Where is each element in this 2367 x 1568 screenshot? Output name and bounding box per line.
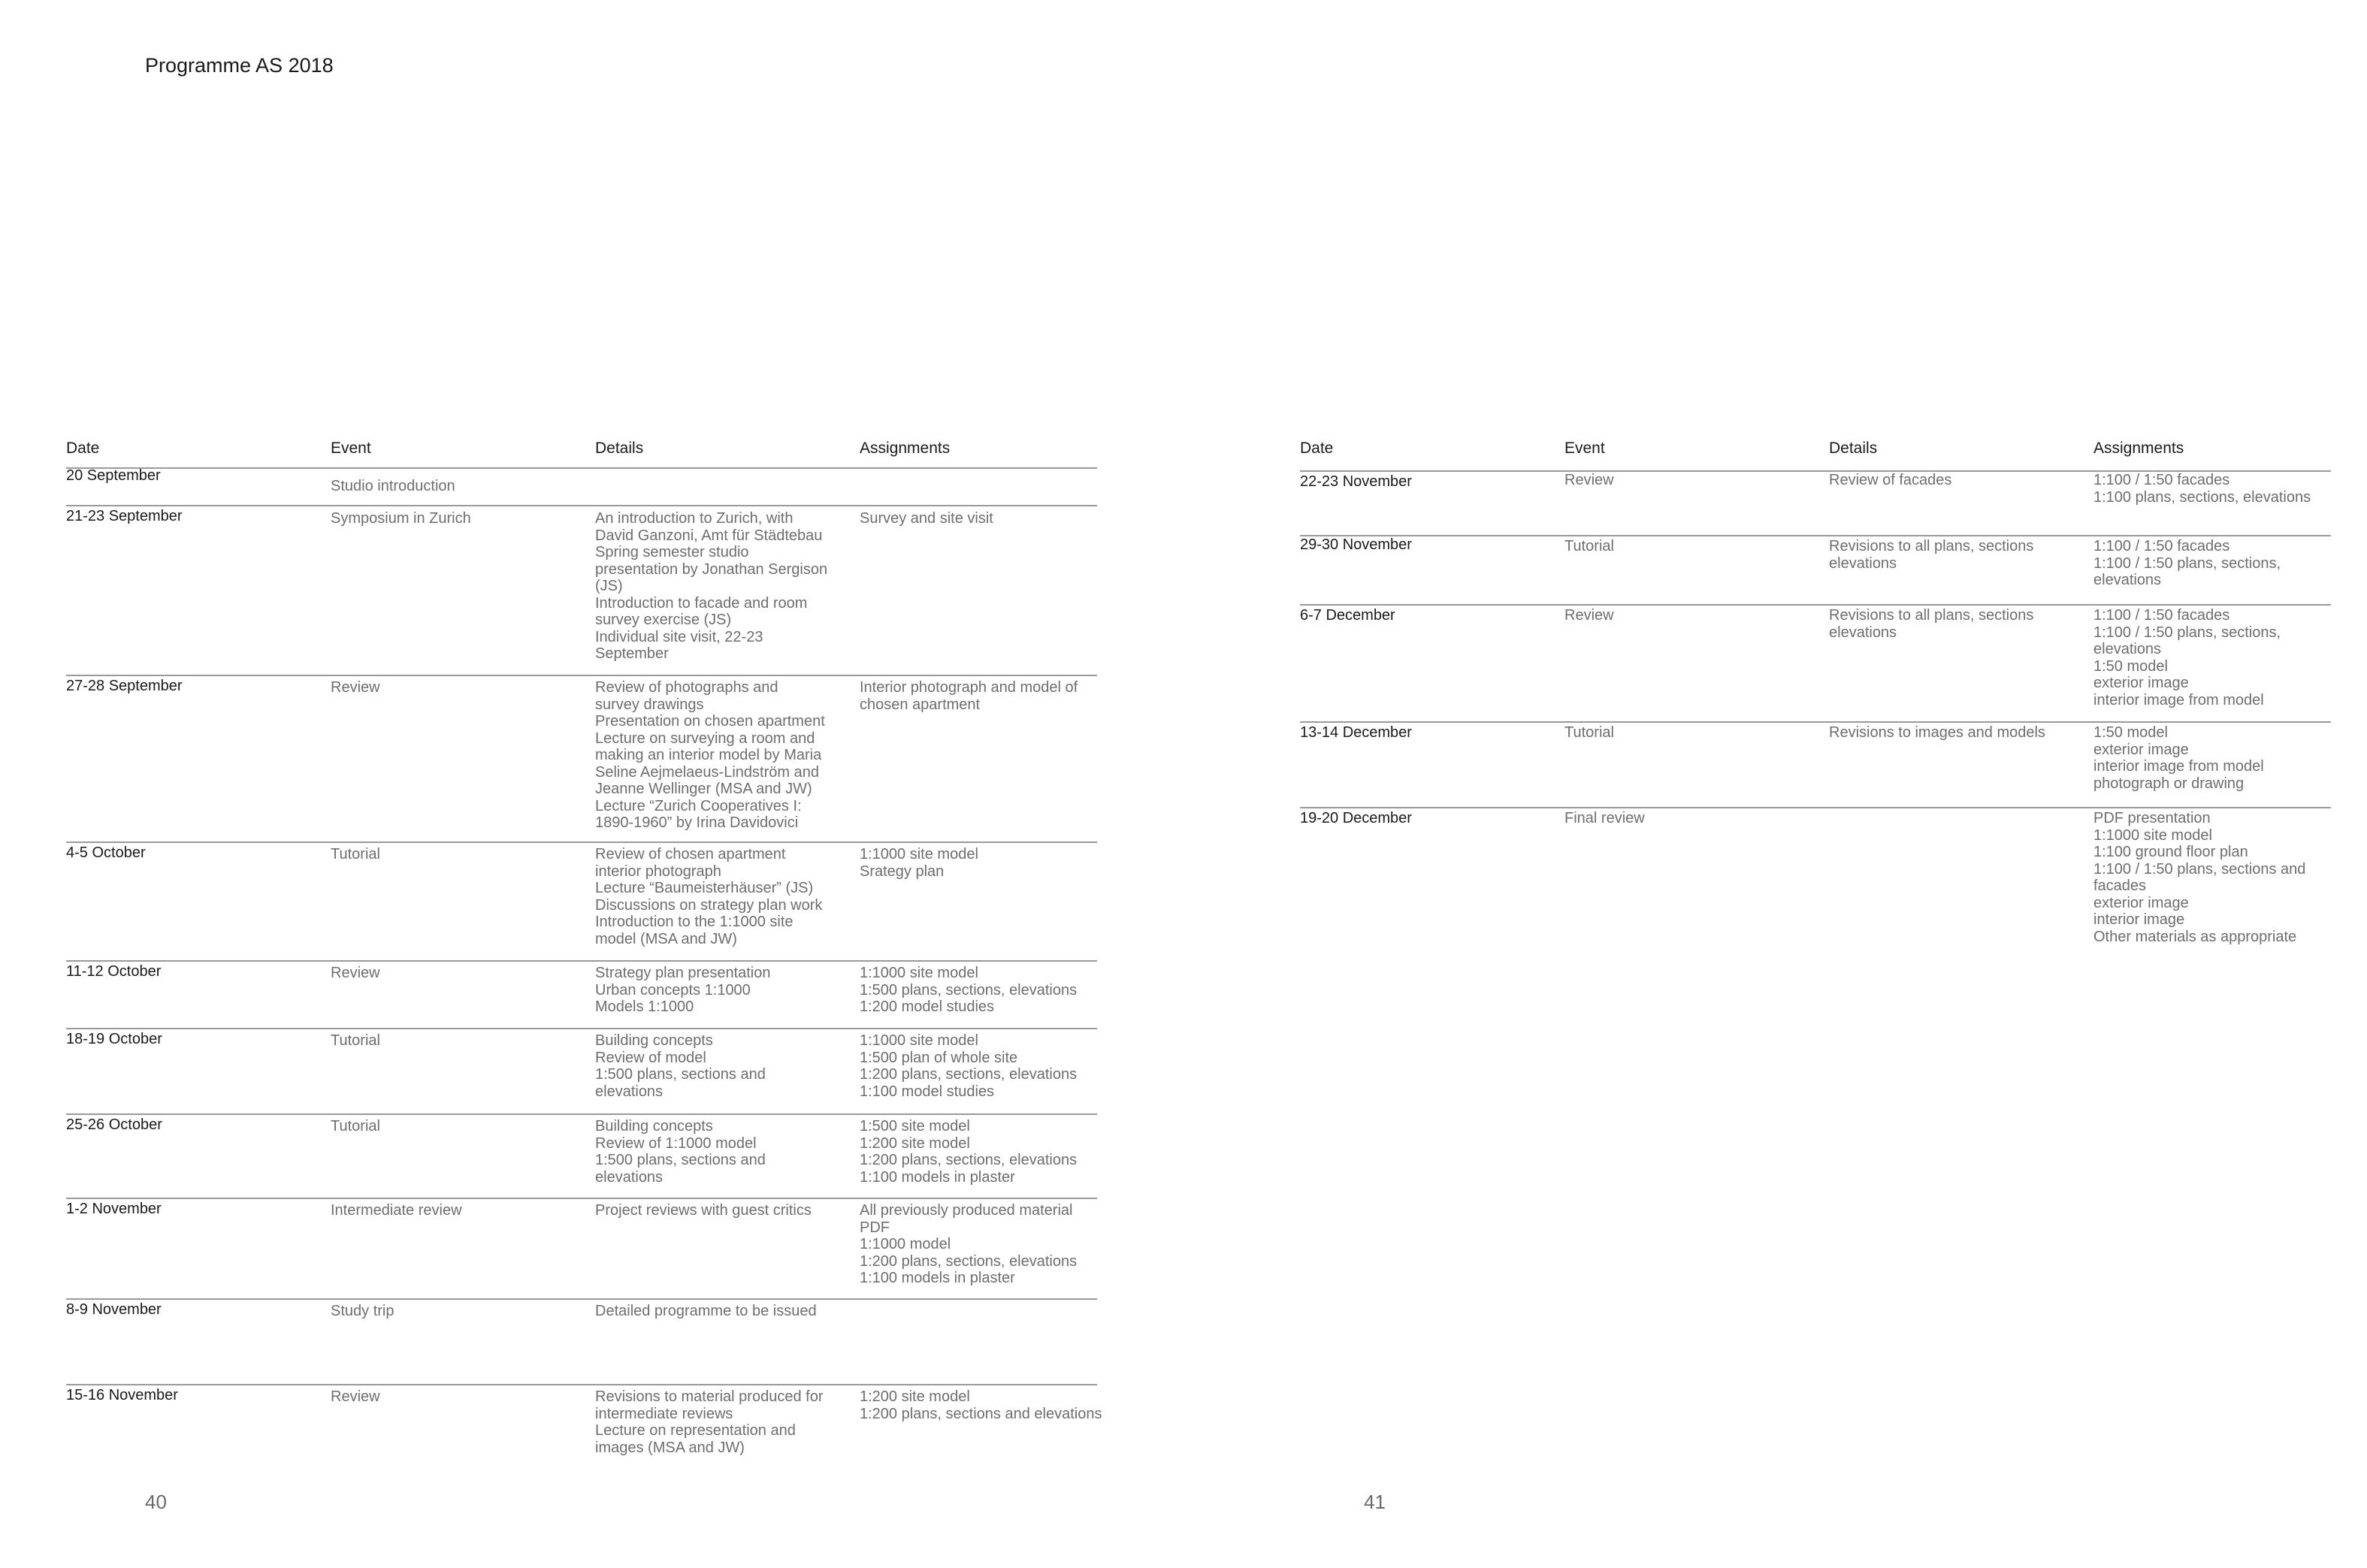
row-assignments: 1:1000 site model Srategy plan bbox=[860, 846, 978, 880]
table-row bbox=[66, 1298, 1097, 1384]
row-assignments: All previously produced material PDF 1:1000 model 1:200 plans, sections, elevations 1:100 models in plaster bbox=[860, 1202, 1078, 1286]
table-row bbox=[66, 1198, 1097, 1298]
row-assignments: Survey and site visit bbox=[860, 510, 993, 527]
row-details: Detailed programme to be issued bbox=[595, 1303, 817, 1319]
row-assignments: 1:50 model exterior image interior image from model photograph or drawing bbox=[2093, 724, 2264, 792]
row-event: Review bbox=[1564, 472, 1614, 488]
table-row bbox=[1300, 535, 2331, 604]
row-event: Tutorial bbox=[331, 1032, 380, 1049]
row-details: Review of photographs and survey drawings Presentation on chosen apartment Lecture on surveying a room and making an interior model by Maria Seline Aejmelaeus-Lindström and Jeanne Wellinger (MSA and JW) Lecture “Zurich Cooperatives I: 1890-1960” by Irina Davidovici bbox=[595, 679, 825, 831]
row-event: Final review bbox=[1564, 810, 1645, 826]
row-event: Tutorial bbox=[1564, 724, 1614, 741]
page-number-right: 41 bbox=[1364, 1491, 1386, 1513]
table-row bbox=[66, 505, 1097, 675]
table-row bbox=[66, 1113, 1097, 1198]
row-date: 25-26 October bbox=[66, 1116, 162, 1133]
table-header bbox=[1300, 440, 2331, 470]
row-assignments: Interior photograph and model of chosen apartment bbox=[860, 679, 1078, 713]
page-title: Programme AS 2018 bbox=[145, 54, 334, 77]
row-date: 15-16 November bbox=[66, 1387, 178, 1403]
row-date: 8-9 November bbox=[66, 1301, 162, 1318]
row-assignments: 1:100 / 1:50 facades 1:100 / 1:50 plans, sections, elevations bbox=[2093, 538, 2281, 588]
row-date: 6-7 December bbox=[1300, 607, 1395, 624]
row-event: Study trip bbox=[331, 1303, 394, 1319]
schedule-table-right bbox=[1300, 440, 2331, 951]
row-date: 11-12 October bbox=[66, 963, 162, 980]
row-details: Revisions to images and models bbox=[1829, 724, 2045, 741]
row-assignments: 1:1000 site model 1:500 plans, sections, elevations 1:200 model studies bbox=[860, 965, 1078, 1015]
row-event: Review bbox=[331, 679, 380, 696]
row-event: Tutorial bbox=[331, 846, 380, 863]
column-header-assignments: Assignments bbox=[2093, 440, 2184, 457]
row-assignments: 1:500 site model 1:200 site model 1:200 plans, sections, elevations 1:100 models in plaster bbox=[860, 1118, 1078, 1186]
column-header-details: Details bbox=[595, 440, 644, 457]
column-header-date: Date bbox=[66, 440, 100, 457]
table-row bbox=[1300, 721, 2331, 807]
table-row bbox=[1300, 470, 2331, 535]
row-date: 4-5 October bbox=[66, 844, 146, 861]
row-event: Tutorial bbox=[1564, 538, 1614, 554]
row-date: 18-19 October bbox=[66, 1031, 162, 1047]
row-date: 21-23 September bbox=[66, 508, 183, 524]
row-event: Intermediate review bbox=[331, 1202, 462, 1219]
row-details: Building concepts Review of model 1:500 plans, sections and elevations bbox=[595, 1032, 766, 1100]
table-row bbox=[1300, 604, 2331, 721]
row-details: Review of facades bbox=[1829, 472, 1952, 488]
row-details: Revisions to all plans, sections elevations bbox=[1829, 538, 2034, 572]
column-header-assignments: Assignments bbox=[860, 440, 951, 457]
row-details: Revisions to material produced for intermediate reviews Lecture on representation and images (MSA and JW) bbox=[595, 1388, 824, 1456]
table-row bbox=[66, 675, 1097, 841]
table-row bbox=[66, 1384, 1102, 1476]
row-details: Strategy plan presentation Urban concepts 1:1000 Models 1:1000 bbox=[595, 965, 771, 1015]
row-event: Review bbox=[331, 1388, 380, 1405]
table-header bbox=[66, 440, 1097, 469]
column-header-event: Event bbox=[331, 440, 371, 457]
row-date: 22-23 November bbox=[1300, 473, 1412, 490]
row-details: Revisions to all plans, sections elevations bbox=[1829, 607, 2034, 641]
schedule-table-left bbox=[66, 440, 1102, 1476]
row-date: 13-14 December bbox=[1300, 724, 1412, 741]
row-details: Review of chosen apartment interior photograph Lecture “Baumeisterhäuser” (JS) Discussions on strategy plan work Introduction to the 1:1000 site model (MSA and JW) bbox=[595, 846, 823, 947]
row-date: 20 September bbox=[66, 467, 161, 484]
table-row bbox=[66, 960, 1097, 1028]
row-event: Tutorial bbox=[331, 1118, 380, 1134]
column-header-details: Details bbox=[1829, 440, 1878, 457]
row-date: 29-30 November bbox=[1300, 536, 1412, 553]
row-assignments: 1:100 / 1:50 facades 1:100 plans, sections, elevations bbox=[2093, 472, 2311, 506]
table-row bbox=[66, 841, 1097, 960]
page-number-left: 40 bbox=[145, 1491, 167, 1513]
table-row bbox=[66, 467, 1097, 505]
column-header-event: Event bbox=[1564, 440, 1605, 457]
row-event: Review bbox=[331, 965, 380, 981]
row-assignments: 1:200 site model 1:200 plans, sections and elevations bbox=[860, 1388, 1102, 1422]
row-date: 19-20 December bbox=[1300, 810, 1412, 826]
row-assignments: 1:1000 site model 1:500 plan of whole site 1:200 plans, sections, elevations 1:100 model studies bbox=[860, 1032, 1078, 1100]
row-assignments: PDF presentation 1:1000 site model 1:100 ground floor plan 1:100 / 1:50 plans, sections and facades exterior image interior image Other materials as appropriate bbox=[2093, 810, 2306, 945]
row-event: Review bbox=[1564, 607, 1614, 624]
row-date: 1-2 November bbox=[66, 1201, 162, 1217]
row-assignments: 1:100 / 1:50 facades 1:100 / 1:50 plans, sections, elevations 1:50 model exterior image interior image from model bbox=[2093, 607, 2281, 708]
row-event: Symposium in Zurich bbox=[331, 510, 471, 527]
row-details: Building concepts Review of 1:1000 model 1:500 plans, sections and elevations bbox=[595, 1118, 766, 1186]
table-row bbox=[1300, 807, 2331, 951]
column-header-date: Date bbox=[1300, 440, 1334, 457]
row-details: Project reviews with guest critics bbox=[595, 1202, 812, 1219]
row-details: An introduction to Zurich, with David Ganzoni, Amt für Städtebau Spring semester studio presentation by Jonathan Sergison (JS) Introduction to facade and room survey exercise (JS) Individual site visit, 22-23 September bbox=[595, 510, 828, 662]
row-event: Studio introduction bbox=[331, 478, 455, 494]
row-date: 27-28 September bbox=[66, 678, 183, 694]
table-row bbox=[66, 1028, 1097, 1113]
